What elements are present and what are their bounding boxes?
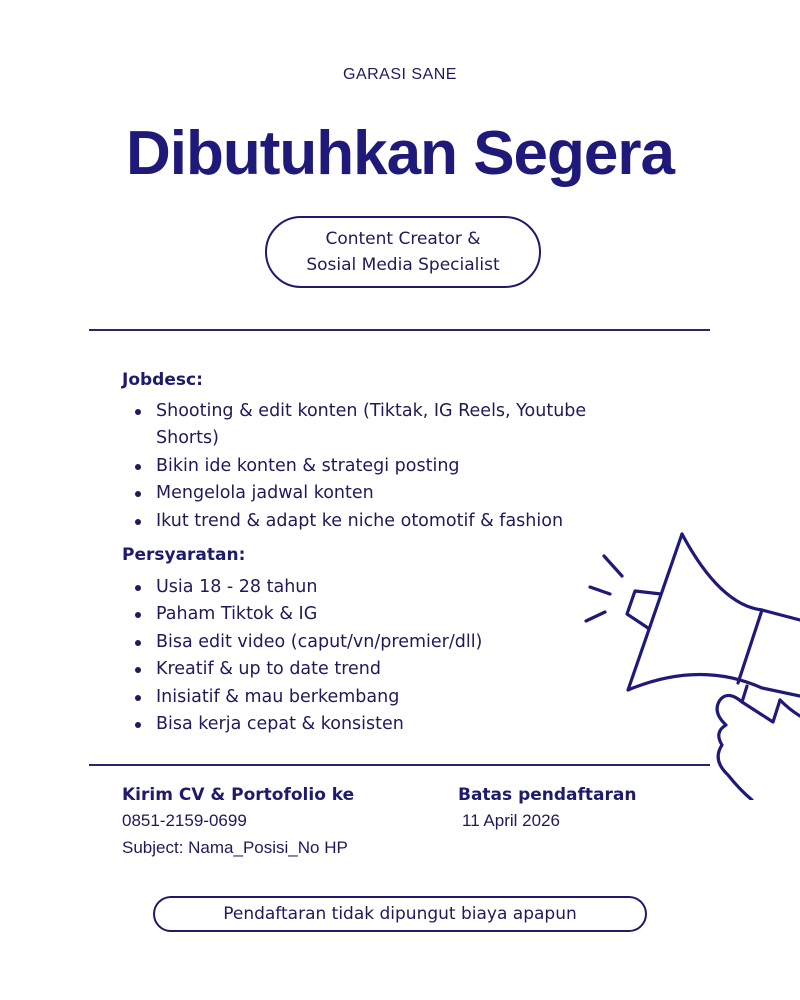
headline: Dibutuhkan Segera: [126, 119, 674, 188]
requirement-item: Paham Tiktok & IG: [133, 601, 482, 628]
jobdesc-list: [133, 398, 586, 535]
contact-block: [122, 783, 354, 861]
role-line-2: Sosial Media Specialist: [306, 255, 500, 275]
requirement-item: Inisiatif & mau berkembang: [133, 684, 482, 711]
contact-subject: Subject: Nama_Posisi_No HP: [122, 838, 348, 857]
jobdesc-item: Mengelola jadwal konten: [133, 480, 586, 507]
requirements-title: Persyaratan:: [122, 545, 246, 565]
requirement-item: Bisa kerja cepat & konsisten: [133, 711, 482, 738]
role-line-1: Content Creator &: [325, 229, 481, 249]
megaphone-in-hand-icon: [560, 520, 800, 800]
jobdesc-item: Shooting & edit konten (Tiktak, IG Reels, Youtube Shorts): [133, 398, 586, 453]
jobdesc-item: Ikut trend & adapt ke niche otomotif & fashion: [133, 508, 586, 535]
deadline-block: [458, 783, 636, 834]
jobdesc-item: Bikin ide konten & strategi posting: [133, 453, 586, 480]
deadline-date: 11 April 2026: [462, 811, 560, 830]
requirements-list: [133, 574, 482, 738]
contact-phone: 0851-2159-0699: [122, 811, 247, 830]
contact-title: Kirim CV & Portofolio ke: [122, 785, 355, 805]
requirement-item: Bisa edit video (caput/vn/premier/dll): [133, 629, 482, 656]
free-registration-notice: Pendaftaran tidak dipungut biaya apapun: [153, 896, 647, 932]
brand-name: GARASI SANE: [343, 66, 457, 83]
jobdesc-title: Jobdesc:: [122, 370, 203, 390]
role-pill: [265, 216, 541, 288]
bottom-divider: [89, 764, 710, 766]
top-divider: [89, 329, 710, 331]
requirement-item: Kreatif & up to date trend: [133, 656, 482, 683]
requirement-item: Usia 18 - 28 tahun: [133, 574, 482, 601]
deadline-title: Batas pendaftaran: [458, 785, 637, 805]
